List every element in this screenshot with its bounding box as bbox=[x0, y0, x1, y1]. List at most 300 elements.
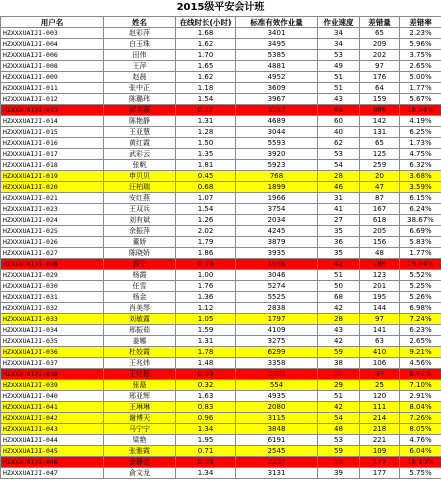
cell-online-hours[interactable]: 1.34 bbox=[176, 468, 236, 479]
cell-speed[interactable]: 40 bbox=[318, 127, 360, 138]
cell-error-count[interactable]: 889 bbox=[360, 105, 400, 116]
cell-standard-volume[interactable]: 3920 bbox=[236, 149, 318, 160]
cell-name[interactable]: 杨霞 bbox=[104, 270, 176, 281]
cell-speed[interactable]: 39 bbox=[318, 468, 360, 479]
cell-error-count[interactable]: 20 bbox=[360, 171, 400, 182]
cell-online-hours[interactable]: 1.00 bbox=[176, 270, 236, 281]
cell-error-count[interactable]: 144 bbox=[360, 303, 400, 314]
cell-name[interactable]: 赵晨 bbox=[104, 72, 176, 83]
cell-error-rate[interactable]: 6.69% bbox=[400, 226, 441, 237]
cell-online-hours[interactable]: 0.71 bbox=[176, 446, 236, 457]
cell-error-count[interactable]: 209 bbox=[360, 39, 400, 50]
cell-online-hours[interactable]: 1.31 bbox=[176, 116, 236, 127]
cell-error-rate[interactable]: 1.77% bbox=[400, 248, 441, 259]
cell-username[interactable]: HZXXXUAIJI-030 bbox=[1, 281, 104, 292]
cell-error-rate[interactable]: 5.52% bbox=[400, 270, 441, 281]
cell-username[interactable]: HZXXXUAIJI-033 bbox=[1, 314, 104, 325]
cell-error-rate[interactable]: 6.04% bbox=[400, 446, 441, 457]
table-row bbox=[1, 314, 441, 325]
sheet-title: 2015级平安会计班 bbox=[176, 2, 265, 13]
cell-standard-volume[interactable]: 3275 bbox=[236, 336, 318, 347]
cell-name[interactable]: 杨金 bbox=[104, 292, 176, 303]
cell-name[interactable]: 王琳琳 bbox=[104, 402, 176, 413]
cell-speed[interactable]: 48 bbox=[318, 424, 360, 435]
cell-online-hours[interactable]: 1.65 bbox=[176, 61, 236, 72]
cell-username[interactable]: HZXXXUAIJI-009 bbox=[1, 72, 104, 83]
cell-error-rate[interactable]: 16.84% bbox=[400, 105, 441, 116]
cell-error-count[interactable]: 64 bbox=[360, 83, 400, 94]
cell-online-hours[interactable]: 1.68 bbox=[176, 28, 236, 39]
cell-error-count[interactable]: 111 bbox=[360, 402, 400, 413]
cell-standard-volume[interactable]: 1797 bbox=[236, 314, 318, 325]
cell-username[interactable]: HZXXXUAIJI-028 bbox=[1, 259, 104, 270]
cell-standard-volume[interactable]: 4689 bbox=[236, 116, 318, 127]
cell-name[interactable]: 董娇 bbox=[104, 237, 176, 248]
cell-error-rate[interactable]: 2.65% bbox=[400, 61, 441, 72]
cell-error-rate[interactable]: 6.24% bbox=[400, 204, 441, 215]
cell-username[interactable]: HZXXXUAIJI-023 bbox=[1, 204, 104, 215]
cell-username[interactable]: HZXXXUAIJI-034 bbox=[1, 325, 104, 336]
cell-username[interactable]: HZXXXUAIJI-035 bbox=[1, 336, 104, 347]
cell-username[interactable]: HZXXXUAIJI-018 bbox=[1, 160, 104, 171]
cell-name[interactable]: 张中正 bbox=[104, 83, 176, 94]
cell-error-count[interactable]: 25 bbox=[360, 380, 400, 391]
cell-speed[interactable]: 35 bbox=[318, 226, 360, 237]
table-row bbox=[1, 358, 441, 369]
cell-error-count[interactable]: 65 bbox=[360, 28, 400, 39]
cell-online-hours[interactable]: 1.48 bbox=[176, 358, 236, 369]
cell-username[interactable]: HZXXXUAIJI-003 bbox=[1, 28, 104, 39]
cell-speed[interactable]: 28 bbox=[318, 314, 360, 325]
cell-error-rate[interactable]: 2.91% bbox=[400, 391, 441, 402]
cell-standard-volume[interactable]: 1899 bbox=[236, 182, 318, 193]
cell-error-count[interactable]: 177 bbox=[360, 457, 400, 468]
cell-error-rate[interactable]: 1.77% bbox=[400, 83, 441, 94]
cell-username[interactable]: HZXXXUAIJI-024 bbox=[1, 215, 104, 226]
cell-error-rate[interactable]: 6.98% bbox=[400, 303, 441, 314]
cell-error-count[interactable]: 63 bbox=[360, 336, 400, 347]
cell-online-hours[interactable]: 0.45 bbox=[176, 171, 236, 182]
cell-name[interactable]: 王萍 bbox=[104, 61, 176, 72]
cell-error-count[interactable]: 65 bbox=[360, 138, 400, 149]
cell-online-hours[interactable]: 1.35 bbox=[176, 149, 236, 160]
cell-speed[interactable]: 60 bbox=[318, 116, 360, 127]
cell-name[interactable]: 余振萍 bbox=[104, 226, 176, 237]
cell-online-hours[interactable]: 1.18 bbox=[176, 83, 236, 94]
cell-online-hours[interactable]: 1.31 bbox=[176, 336, 236, 347]
cell-standard-volume[interactable]: 3609 bbox=[236, 83, 318, 94]
cell-error-count[interactable]: 189 bbox=[360, 259, 400, 270]
cell-error-rate[interactable]: 5.26% bbox=[400, 292, 441, 303]
cell-error-count[interactable]: 618 bbox=[360, 215, 400, 226]
cell-speed[interactable]: 29 bbox=[318, 380, 360, 391]
cell-online-hours[interactable]: 1.05 bbox=[176, 314, 236, 325]
cell-online-hours[interactable]: 1.28 bbox=[176, 127, 236, 138]
cell-standard-volume[interactable]: 3495 bbox=[236, 39, 318, 50]
cell-error-count[interactable]: 106 bbox=[360, 358, 400, 369]
cell-username[interactable]: HZXXXUAIJI-016 bbox=[1, 138, 104, 149]
cell-online-hours[interactable]: 0.96 bbox=[176, 413, 236, 424]
header-online-hours: 在线时长(小时) bbox=[176, 17, 236, 28]
cell-speed[interactable]: 51 bbox=[318, 391, 360, 402]
cell-error-rate[interactable]: 4.75% bbox=[400, 149, 441, 160]
cell-error-count[interactable]: 131 bbox=[360, 127, 400, 138]
cell-speed[interactable]: 64 bbox=[318, 105, 360, 116]
cell-error-count[interactable]: 176 bbox=[360, 72, 400, 83]
cell-name[interactable]: 郭宁 bbox=[104, 259, 176, 270]
cell-username[interactable]: HZXXXUAIJI-027 bbox=[1, 248, 104, 259]
cell-standard-volume[interactable]: 4952 bbox=[236, 72, 318, 83]
cell-speed[interactable]: 51 bbox=[318, 270, 360, 281]
cell-error-rate[interactable]: 5.25% bbox=[400, 281, 441, 292]
cell-online-hours[interactable]: 1.62 bbox=[176, 72, 236, 83]
cell-error-count[interactable]: 142 bbox=[360, 116, 400, 127]
cell-standard-volume[interactable]: 2838 bbox=[236, 303, 318, 314]
cell-online-hours[interactable]: 1.62 bbox=[176, 39, 236, 50]
cell-online-hours[interactable]: 1.26 bbox=[176, 215, 236, 226]
cell-speed[interactable]: 28 bbox=[318, 171, 360, 182]
cell-error-rate[interactable]: 2.23% bbox=[400, 28, 441, 39]
cell-speed[interactable]: 34 bbox=[318, 39, 360, 50]
cell-username[interactable]: HZXXXUAIJI-037 bbox=[1, 358, 104, 369]
cell-username[interactable]: HZXXXUAIJI-045 bbox=[1, 446, 104, 457]
cell-error-count[interactable]: 159 bbox=[360, 94, 400, 105]
cell-error-count[interactable]: 202 bbox=[360, 50, 400, 61]
cell-online-hours[interactable]: 1.86 bbox=[176, 248, 236, 259]
cell-name[interactable]: 姜娜 bbox=[104, 336, 176, 347]
cell-online-hours[interactable]: 1.07 bbox=[176, 193, 236, 204]
cell-online-hours[interactable]: 1.12 bbox=[176, 303, 236, 314]
cell-username[interactable]: HZXXXUAIJI-021 bbox=[1, 193, 104, 204]
cell-speed[interactable]: 42 bbox=[318, 402, 360, 413]
cell-speed[interactable]: 54 bbox=[318, 413, 360, 424]
cell-speed[interactable]: 39 bbox=[318, 369, 360, 380]
cell-error-rate[interactable]: 4.56% bbox=[400, 358, 441, 369]
table-row bbox=[1, 160, 441, 171]
cell-online-hours[interactable]: 0.83 bbox=[176, 402, 236, 413]
cell-username[interactable]: HZXXXUAIJI-038 bbox=[1, 369, 104, 380]
cell-error-count[interactable]: 221 bbox=[360, 435, 400, 446]
cell-username[interactable]: HZXXXUAIJI-006 bbox=[1, 50, 104, 61]
cell-name[interactable]: 邢振茹 bbox=[104, 325, 176, 336]
table-row bbox=[1, 138, 441, 149]
cell-error-rate[interactable]: 8.04% bbox=[400, 402, 441, 413]
cell-speed[interactable]: 42 bbox=[318, 336, 360, 347]
cell-error-count[interactable]: 214 bbox=[360, 413, 400, 424]
cell-speed[interactable]: 41 bbox=[318, 204, 360, 215]
cell-online-hours[interactable]: 1.59 bbox=[176, 325, 236, 336]
cell-name[interactable]: 汪柏瑞 bbox=[104, 182, 176, 193]
cell-error-rate[interactable]: 16.10% bbox=[400, 457, 441, 468]
cell-error-count[interactable]: 48 bbox=[360, 248, 400, 259]
cell-error-rate[interactable]: 5.00% bbox=[400, 72, 441, 83]
cell-online-hours[interactable]: 1.78 bbox=[176, 347, 236, 358]
cell-error-count[interactable]: 156 bbox=[360, 237, 400, 248]
cell-error-count[interactable]: 177 bbox=[360, 468, 400, 479]
cell-error-rate[interactable]: 6.25% bbox=[400, 127, 441, 138]
cell-online-hours[interactable]: 1.34 bbox=[176, 424, 236, 435]
cell-standard-volume[interactable]: 5385 bbox=[236, 50, 318, 61]
cell-username[interactable]: HZXXXUAIJI-029 bbox=[1, 270, 104, 281]
cell-speed[interactable]: 51 bbox=[318, 72, 360, 83]
cell-error-count[interactable]: 205 bbox=[360, 226, 400, 237]
table-row bbox=[1, 468, 441, 479]
cell-error-rate[interactable]: 6.15% bbox=[400, 193, 441, 204]
cell-standard-volume[interactable]: 4935 bbox=[236, 391, 318, 402]
cell-error-rate[interactable]: 4.19% bbox=[400, 116, 441, 127]
cell-error-rate[interactable]: 1.73% bbox=[400, 138, 441, 149]
cell-username[interactable]: HZXXXUAIJI-042 bbox=[1, 413, 104, 424]
cell-name[interactable]: 赵彩萍 bbox=[104, 28, 176, 39]
cell-standard-volume[interactable]: 2080 bbox=[236, 402, 318, 413]
cell-speed[interactable]: 51 bbox=[318, 83, 360, 94]
cell-speed[interactable]: 43 bbox=[318, 325, 360, 336]
cell-name[interactable]: 肖美琴 bbox=[104, 303, 176, 314]
table-row bbox=[1, 204, 441, 215]
cell-speed[interactable]: 46 bbox=[318, 182, 360, 193]
cell-name[interactable]: 张帆 bbox=[104, 160, 176, 171]
cell-speed[interactable]: 31 bbox=[318, 193, 360, 204]
cell-online-hours[interactable]: 1.63 bbox=[176, 391, 236, 402]
cell-standard-volume[interactable]: 3401 bbox=[236, 28, 318, 39]
cell-speed[interactable]: 49 bbox=[318, 61, 360, 72]
cell-standard-volume[interactable]: 554 bbox=[236, 380, 318, 391]
cell-name[interactable]: 杜姣霞 bbox=[104, 347, 176, 358]
cell-standard-volume[interactable]: 3967 bbox=[236, 94, 318, 105]
cell-standard-volume[interactable]: 3754 bbox=[236, 204, 318, 215]
cell-standard-volume[interactable]: 3848 bbox=[236, 424, 318, 435]
cell-standard-volume[interactable]: 4109 bbox=[236, 325, 318, 336]
cell-name[interactable]: 田伟 bbox=[104, 50, 176, 61]
cell-error-rate[interactable]: 38.67% bbox=[400, 215, 441, 226]
cell-name[interactable]: 郝美蓉 bbox=[104, 105, 176, 116]
cell-online-hours[interactable]: 1.76 bbox=[176, 281, 236, 292]
cell-name[interactable]: 安红燕 bbox=[104, 193, 176, 204]
cell-speed[interactable]: 50 bbox=[318, 281, 360, 292]
cell-name[interactable]: 刘敏露 bbox=[104, 314, 176, 325]
cell-error-count[interactable]: 97 bbox=[360, 369, 400, 380]
cell-standard-volume[interactable]: 1986 bbox=[236, 259, 318, 270]
cell-error-rate[interactable]: 5.67% bbox=[400, 94, 441, 105]
cell-standard-volume[interactable]: 3879 bbox=[236, 237, 318, 248]
cell-standard-volume[interactable]: 2034 bbox=[236, 215, 318, 226]
cell-error-count[interactable]: 87 bbox=[360, 193, 400, 204]
cell-name[interactable]: 任雪 bbox=[104, 281, 176, 292]
cell-error-count[interactable]: 97 bbox=[360, 314, 400, 325]
cell-username[interactable]: HZXXXUAIJI-012 bbox=[1, 94, 104, 105]
cell-name[interactable]: 王忆松 bbox=[104, 369, 176, 380]
cell-name[interactable]: 白玉珠 bbox=[104, 39, 176, 50]
cell-error-count[interactable]: 97 bbox=[360, 61, 400, 72]
cell-online-hours[interactable]: 1.95 bbox=[176, 435, 236, 446]
cell-error-count[interactable]: 195 bbox=[360, 292, 400, 303]
cell-error-rate[interactable]: 6.23% bbox=[400, 325, 441, 336]
cell-speed[interactable]: 36 bbox=[318, 237, 360, 248]
cell-standard-volume[interactable]: 3046 bbox=[236, 270, 318, 281]
cell-speed[interactable]: 53 bbox=[318, 50, 360, 61]
cell-name[interactable]: 刘有斌 bbox=[104, 215, 176, 226]
cell-username[interactable]: HZXXXUAIJI-004 bbox=[1, 39, 104, 50]
cell-username[interactable]: HZXXXUAIJI-046 bbox=[1, 457, 104, 468]
cell-username[interactable]: HZXXXUAIJI-017 bbox=[1, 149, 104, 160]
cell-name[interactable]: 陈晓娇 bbox=[104, 248, 176, 259]
cell-online-hours[interactable]: 1.70 bbox=[176, 50, 236, 61]
cell-speed[interactable]: 53 bbox=[318, 149, 360, 160]
cell-error-count[interactable]: 218 bbox=[360, 424, 400, 435]
table-row bbox=[1, 380, 441, 391]
cell-username[interactable]: HZXXXUAIJI-020 bbox=[1, 182, 104, 193]
cell-username[interactable]: HZXXXUAIJI-044 bbox=[1, 435, 104, 446]
cell-error-rate[interactable]: 3.68% bbox=[400, 171, 441, 182]
cell-online-hours[interactable]: 1.50 bbox=[176, 138, 236, 149]
cell-standard-volume[interactable]: 5525 bbox=[236, 292, 318, 303]
cell-error-rate[interactable]: 3.59% bbox=[400, 182, 441, 193]
cell-name[interactable]: 武彩云 bbox=[104, 149, 176, 160]
cell-speed[interactable]: 53 bbox=[318, 435, 360, 446]
cell-standard-volume[interactable]: 6299 bbox=[236, 347, 318, 358]
cell-error-count[interactable]: 120 bbox=[360, 391, 400, 402]
cell-error-count[interactable]: 125 bbox=[360, 149, 400, 160]
cell-speed[interactable]: 34 bbox=[318, 28, 360, 39]
cell-standard-volume[interactable]: 1966 bbox=[236, 193, 318, 204]
cell-name[interactable]: 邢亚辉 bbox=[104, 391, 176, 402]
cell-standard-volume[interactable]: 3935 bbox=[236, 248, 318, 259]
cell-speed[interactable]: 68 bbox=[318, 292, 360, 303]
cell-error-rate[interactable]: 9.21% bbox=[400, 347, 441, 358]
cell-username[interactable]: HZXXXUAIJI-040 bbox=[1, 391, 104, 402]
cell-name[interactable]: 陈璐玮 bbox=[104, 94, 176, 105]
cell-error-rate[interactable]: 19.84% bbox=[400, 259, 441, 270]
cell-error-rate[interactable]: 7.24% bbox=[400, 314, 441, 325]
cell-error-count[interactable]: 109 bbox=[360, 446, 400, 457]
cell-name[interactable]: 俞文龙 bbox=[104, 468, 176, 479]
cell-name[interactable]: 张雅霞 bbox=[104, 446, 176, 457]
cell-standard-volume[interactable]: 2207 bbox=[236, 457, 318, 468]
cell-error-rate[interactable]: 8.05% bbox=[400, 424, 441, 435]
cell-online-hours[interactable]: 0.99 bbox=[176, 369, 236, 380]
cell-name[interactable]: 张磊 bbox=[104, 380, 176, 391]
table-row bbox=[1, 325, 441, 336]
cell-standard-volume[interactable]: 4245 bbox=[236, 226, 318, 237]
cell-error-rate[interactable]: 4.76% bbox=[400, 435, 441, 446]
cell-name[interactable]: 王兆炜 bbox=[104, 358, 176, 369]
cell-standard-volume[interactable]: 3357 bbox=[236, 105, 318, 116]
cell-error-rate[interactable]: 7.26% bbox=[400, 413, 441, 424]
cell-speed[interactable]: 54 bbox=[318, 160, 360, 171]
cell-name[interactable]: 谢博天 bbox=[104, 413, 176, 424]
cell-standard-volume[interactable]: 6191 bbox=[236, 435, 318, 446]
cell-standard-volume[interactable]: 4881 bbox=[236, 61, 318, 72]
cell-name[interactable]: 陈艳静 bbox=[104, 116, 176, 127]
cell-standard-volume[interactable]: 5923 bbox=[236, 160, 318, 171]
cell-online-hours[interactable]: 0.79 bbox=[176, 259, 236, 270]
cell-standard-volume[interactable]: 5593 bbox=[236, 138, 318, 149]
cell-error-rate[interactable]: 6.32% bbox=[400, 160, 441, 171]
cell-online-hours[interactable]: 1.54 bbox=[176, 204, 236, 215]
cell-name[interactable]: 余静宜 bbox=[104, 457, 176, 468]
cell-username[interactable]: HZXXXUAIJI-032 bbox=[1, 303, 104, 314]
cell-online-hours[interactable]: 1.36 bbox=[176, 292, 236, 303]
cell-online-hours[interactable]: 0.87 bbox=[176, 105, 236, 116]
cell-error-rate[interactable]: 3.75% bbox=[400, 50, 441, 61]
cell-username[interactable]: HZXXXUAIJI-031 bbox=[1, 292, 104, 303]
cell-online-hours[interactable]: 1.79 bbox=[176, 237, 236, 248]
cell-name[interactable]: 王亚慧 bbox=[104, 127, 176, 138]
cell-username[interactable]: HZXXXUAIJI-008 bbox=[1, 61, 104, 72]
cell-error-count[interactable]: 47 bbox=[360, 182, 400, 193]
cell-speed[interactable]: 38 bbox=[318, 457, 360, 468]
cell-username[interactable]: HZXXXUAIJI-019 bbox=[1, 171, 104, 182]
cell-error-rate[interactable]: 7.10% bbox=[400, 380, 441, 391]
cell-standard-volume[interactable]: 3044 bbox=[236, 127, 318, 138]
cell-standard-volume[interactable]: 768 bbox=[236, 171, 318, 182]
cell-username[interactable]: HZXXXUAIJI-026 bbox=[1, 237, 104, 248]
cell-name[interactable]: 黄红霞 bbox=[104, 138, 176, 149]
cell-online-hours[interactable]: 0.98 bbox=[176, 457, 236, 468]
cell-name[interactable]: 马宁宁 bbox=[104, 424, 176, 435]
cell-error-rate[interactable]: 6.97% bbox=[400, 369, 441, 380]
cell-online-hours[interactable]: 1.81 bbox=[176, 160, 236, 171]
cell-online-hours[interactable]: 0.32 bbox=[176, 380, 236, 391]
cell-error-count[interactable]: 259 bbox=[360, 160, 400, 171]
header-row bbox=[1, 17, 441, 28]
cell-username[interactable]: HZXXXUAIJI-047 bbox=[1, 468, 104, 479]
table-row bbox=[1, 391, 441, 402]
cell-speed[interactable]: 38 bbox=[318, 358, 360, 369]
cell-username[interactable]: HZXXXUAIJI-013 bbox=[1, 105, 104, 116]
cell-speed[interactable]: 35 bbox=[318, 248, 360, 259]
cell-error-count[interactable]: 201 bbox=[360, 281, 400, 292]
cell-speed[interactable]: 43 bbox=[318, 94, 360, 105]
cell-name[interactable]: 申贝贝 bbox=[104, 171, 176, 182]
cell-username[interactable]: HZXXXUAIJI-043 bbox=[1, 424, 104, 435]
cell-username[interactable]: HZXXXUAIJI-011 bbox=[1, 83, 104, 94]
cell-standard-volume[interactable]: 3131 bbox=[236, 468, 318, 479]
cell-online-hours[interactable]: 1.54 bbox=[176, 94, 236, 105]
cell-error-count[interactable]: 141 bbox=[360, 325, 400, 336]
cell-name[interactable]: 王双兵 bbox=[104, 204, 176, 215]
cell-standard-volume[interactable]: 3115 bbox=[236, 413, 318, 424]
cell-username[interactable]: HZXXXUAIJI-014 bbox=[1, 116, 104, 127]
cell-speed[interactable]: 59 bbox=[318, 347, 360, 358]
cell-speed[interactable]: 62 bbox=[318, 138, 360, 149]
cell-online-hours[interactable]: 0.68 bbox=[176, 182, 236, 193]
cell-error-count[interactable]: 410 bbox=[360, 347, 400, 358]
table-row bbox=[1, 116, 441, 127]
cell-standard-volume[interactable]: 2301 bbox=[236, 369, 318, 380]
cell-error-rate[interactable]: 2.65% bbox=[400, 336, 441, 347]
cell-username[interactable]: HZXXXUAIJI-015 bbox=[1, 127, 104, 138]
cell-error-rate[interactable]: 5.83% bbox=[400, 237, 441, 248]
cell-online-hours[interactable]: 2.02 bbox=[176, 226, 236, 237]
cell-standard-volume[interactable]: 2545 bbox=[236, 446, 318, 457]
cell-speed[interactable]: 27 bbox=[318, 215, 360, 226]
cell-username[interactable]: HZXXXUAIJI-025 bbox=[1, 226, 104, 237]
cell-username[interactable]: HZXXXUAIJI-039 bbox=[1, 380, 104, 391]
cell-error-rate[interactable]: 5.96% bbox=[400, 39, 441, 50]
cell-error-count[interactable]: 123 bbox=[360, 270, 400, 281]
cell-error-rate[interactable]: 5.75% bbox=[400, 468, 441, 479]
cell-standard-volume[interactable]: 3358 bbox=[236, 358, 318, 369]
cell-speed[interactable]: 42 bbox=[318, 259, 360, 270]
cell-username[interactable]: HZXXXUAIJI-041 bbox=[1, 402, 104, 413]
cell-name[interactable]: 梁艳 bbox=[104, 435, 176, 446]
cell-speed[interactable]: 42 bbox=[318, 303, 360, 314]
cell-error-count[interactable]: 167 bbox=[360, 204, 400, 215]
cell-username[interactable]: HZXXXUAIJI-036 bbox=[1, 347, 104, 358]
cell-speed[interactable]: 59 bbox=[318, 446, 360, 457]
cell-standard-volume[interactable]: 5274 bbox=[236, 281, 318, 292]
